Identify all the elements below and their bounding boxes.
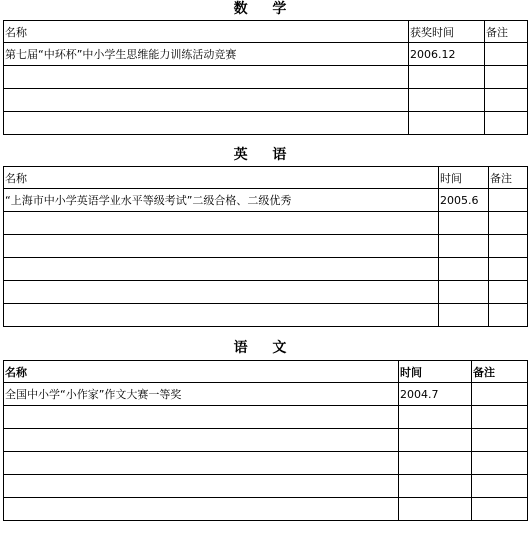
award-remark-cell: [472, 475, 528, 498]
award-remark-cell: [485, 43, 528, 66]
award-remark-cell: [472, 406, 528, 429]
award-name-cell: [4, 66, 409, 89]
table-header-row: [4, 21, 528, 43]
award-time-cell: [399, 475, 472, 498]
award-name-cell: 第七届“中环杯”中小学生思维能力训练活动竞赛: [4, 43, 409, 66]
chinese-section-title: 语 文: [233, 340, 297, 356]
table-row: [4, 383, 528, 406]
column-header-remark: 备注: [485, 21, 528, 43]
table-header-row: [4, 167, 528, 189]
award-remark-cell: [489, 189, 528, 212]
award-time-cell: [399, 452, 472, 475]
award-time-cell: 2004.7: [399, 383, 472, 406]
award-time-cell: [439, 304, 489, 327]
award-remark-cell: [489, 281, 528, 304]
award-name-cell: [4, 212, 439, 235]
table-row: [4, 66, 528, 89]
table-row: [4, 498, 528, 521]
award-name-cell: [4, 304, 439, 327]
award-name-cell: [4, 258, 439, 281]
column-header-time: 时间: [399, 361, 472, 383]
column-header-remark: 备注: [472, 361, 528, 383]
chinese-awards-table: [3, 360, 528, 521]
award-remark-cell: [485, 89, 528, 112]
table-row: [4, 89, 528, 112]
table-row: [4, 452, 528, 475]
award-name-cell: [4, 475, 399, 498]
math-section-title: 数 学: [233, 1, 297, 17]
table-row: [4, 112, 528, 135]
award-name-cell: 全国中小学“小作家”作文大赛一等奖: [4, 383, 399, 406]
award-time-cell: [409, 112, 485, 135]
table-row: [4, 235, 528, 258]
award-remark-cell: [472, 498, 528, 521]
table-row: [4, 258, 528, 281]
award-name-cell: [4, 281, 439, 304]
table-row: [4, 475, 528, 498]
award-name-cell: [4, 452, 399, 475]
column-header-remark: 备注: [489, 167, 528, 189]
award-remark-cell: [485, 66, 528, 89]
award-time-cell: [439, 212, 489, 235]
award-remark-cell: [472, 383, 528, 406]
award-time-cell: 2005.6: [439, 189, 489, 212]
award-name-cell: [4, 429, 399, 452]
award-name-cell: [4, 112, 409, 135]
award-name-cell: [4, 498, 399, 521]
award-time-cell: [409, 89, 485, 112]
table-row: [4, 281, 528, 304]
table-row: [4, 304, 528, 327]
award-time-cell: [409, 66, 485, 89]
table-row: [4, 429, 528, 452]
table-header-row: [4, 361, 528, 383]
award-name-cell: [4, 406, 399, 429]
table-row: [4, 212, 528, 235]
english-section-title: 英 语: [233, 147, 297, 163]
award-time-cell: [439, 281, 489, 304]
award-remark-cell: [489, 304, 528, 327]
table-row: [4, 189, 528, 212]
award-time-cell: [399, 429, 472, 452]
award-name-cell: “上海市中小学英语学业水平等级考试”二级合格、二级优秀: [4, 189, 439, 212]
table-row: [4, 406, 528, 429]
award-name-cell: [4, 235, 439, 258]
column-header-name: 名称: [4, 361, 399, 383]
column-header-time: 时间: [439, 167, 489, 189]
column-header-time: 获奖时间: [409, 21, 485, 43]
award-time-cell: [439, 258, 489, 281]
award-remark-cell: [472, 429, 528, 452]
column-header-name: 名称: [4, 21, 409, 43]
award-time-cell: [439, 235, 489, 258]
award-time-cell: 2006.12: [409, 43, 485, 66]
award-remark-cell: [489, 258, 528, 281]
award-remark-cell: [489, 212, 528, 235]
table-row: [4, 43, 528, 66]
award-time-cell: [399, 406, 472, 429]
english-awards-table: [3, 166, 528, 327]
award-remark-cell: [489, 235, 528, 258]
award-remark-cell: [485, 112, 528, 135]
math-awards-table: [3, 20, 528, 135]
award-name-cell: [4, 89, 409, 112]
column-header-name: 名称: [4, 167, 439, 189]
award-remark-cell: [472, 452, 528, 475]
award-time-cell: [399, 498, 472, 521]
